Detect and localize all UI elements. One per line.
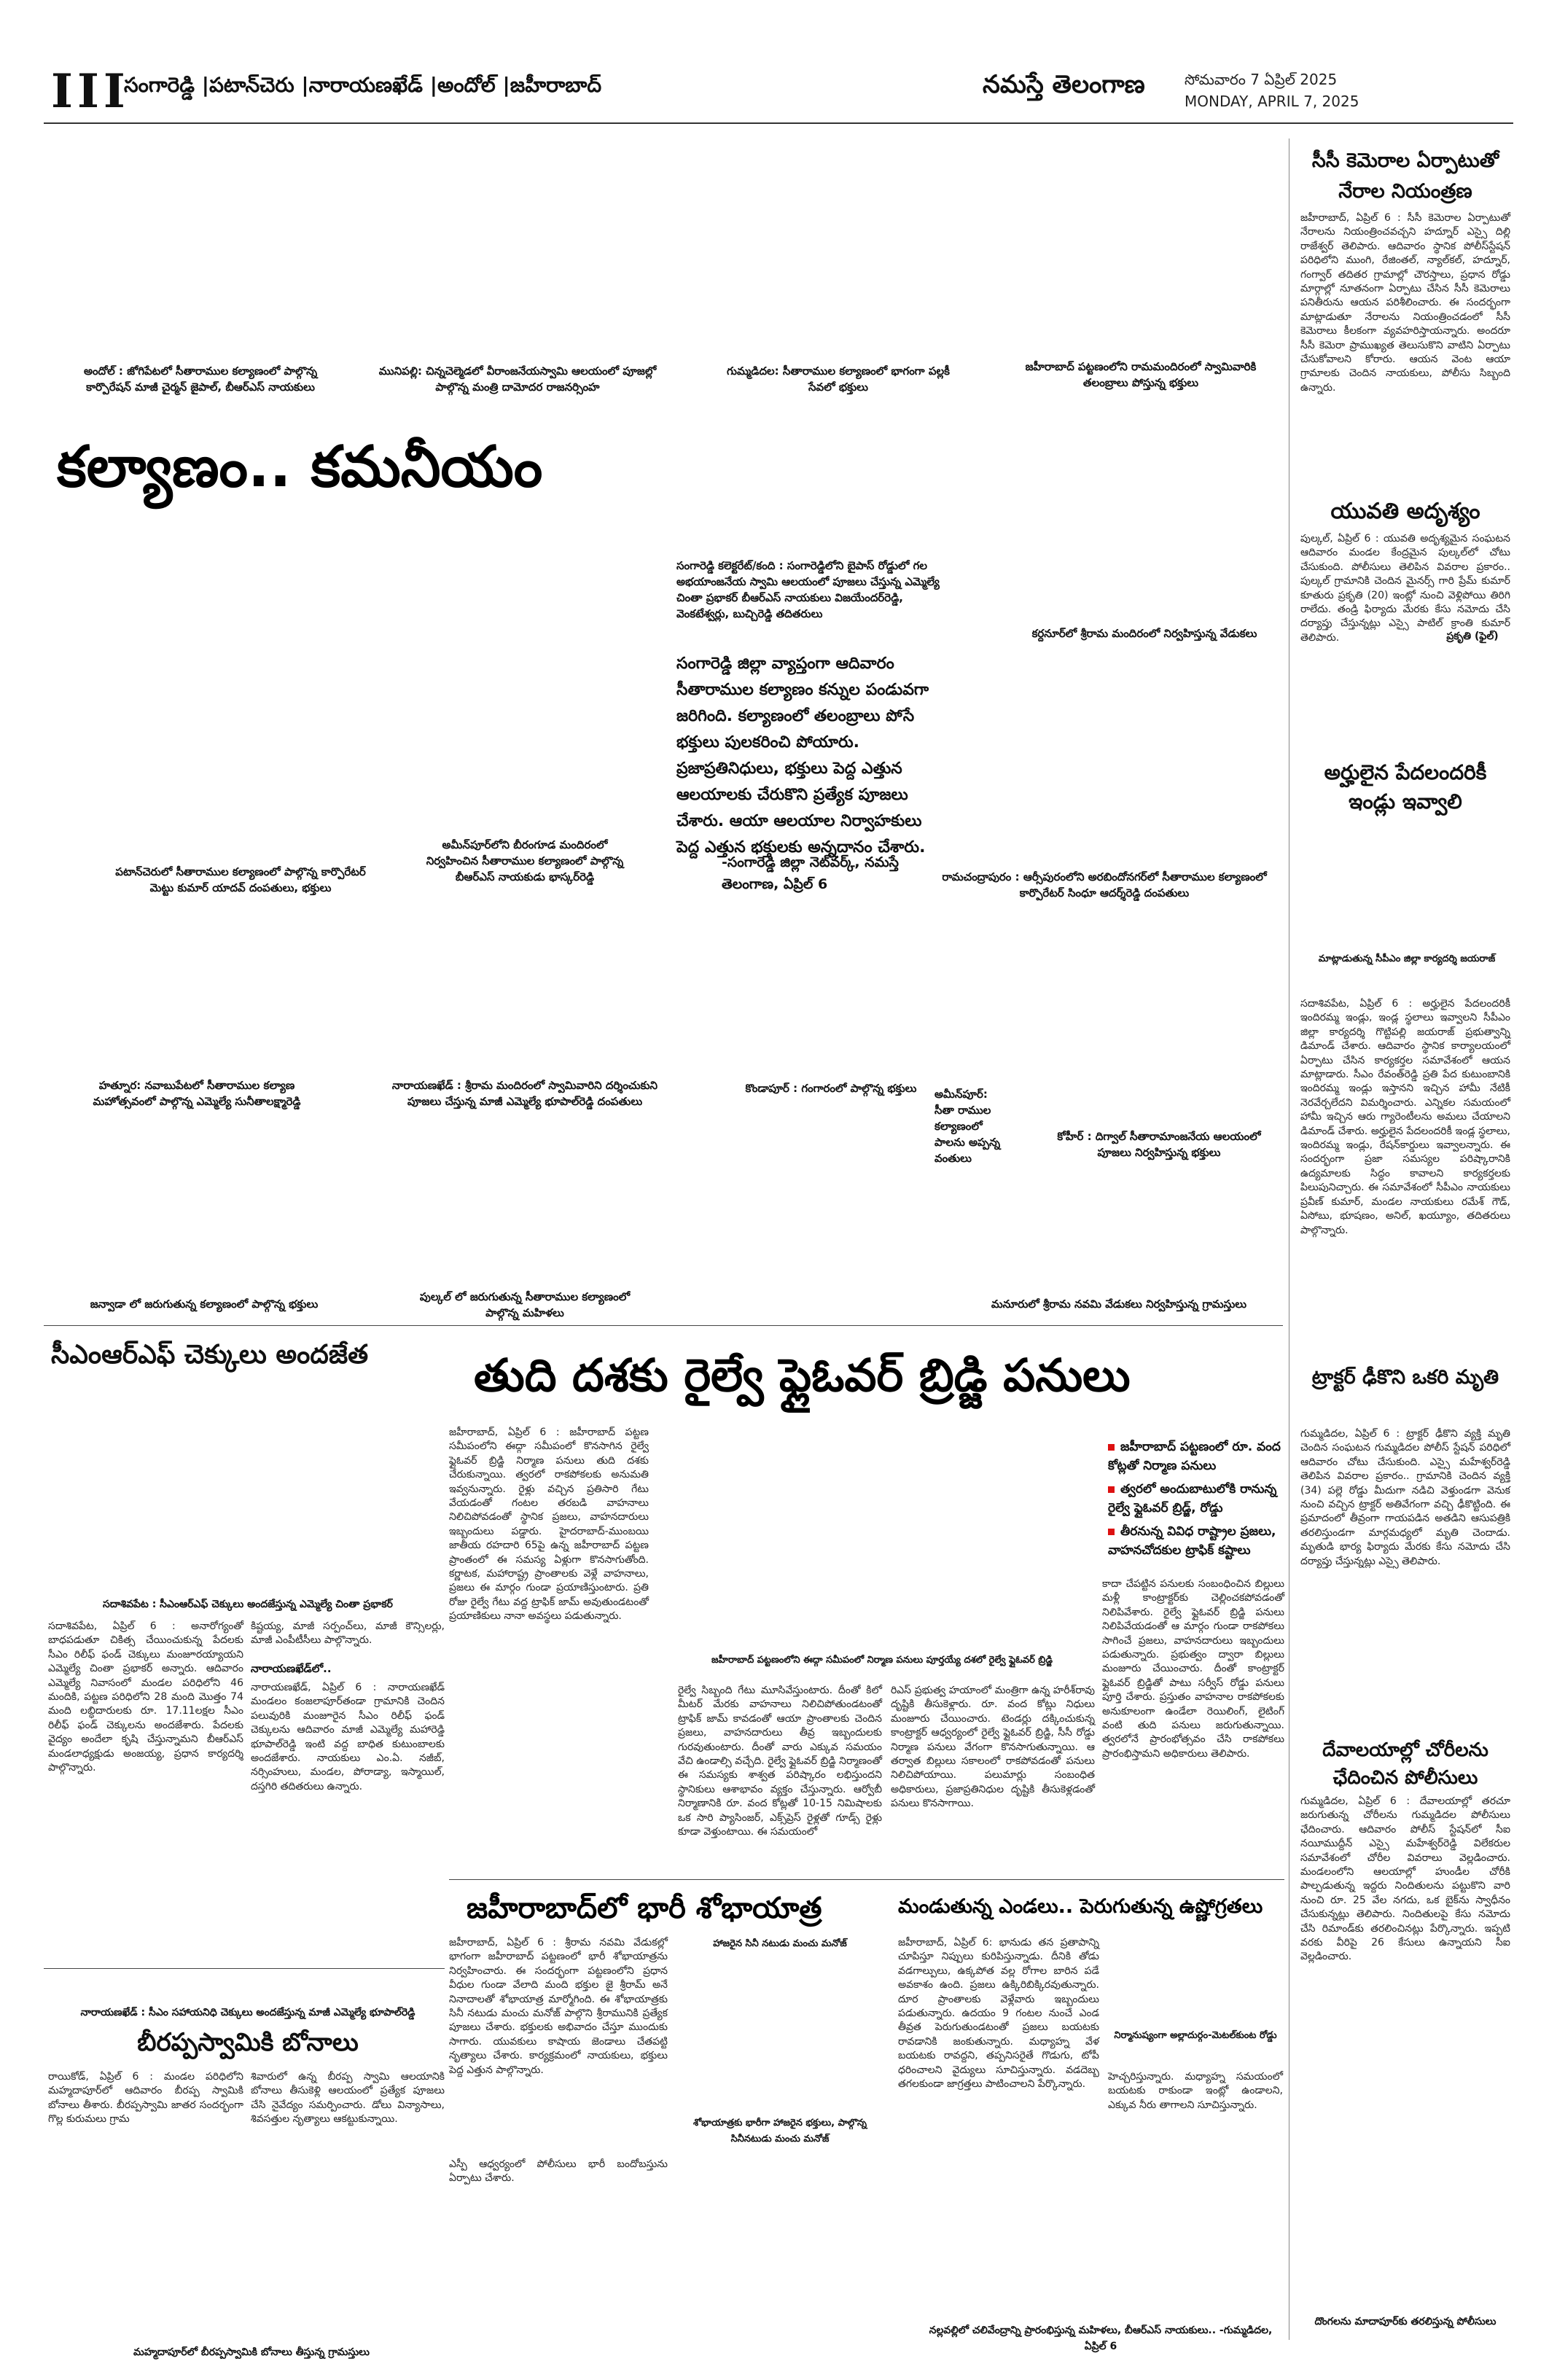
photo-caption: పుల్కల్ లో జరుగుతున్న సీతారాముల కల్యాణంలో పాల్గొన్న మహిళలు (419, 1290, 631, 1319)
photo-caption: హత్నూర: నవాబుపేటలో సీతారాముల కల్యాణ మహోత్సవంలో పాల్గొన్న ఎమ్మెల్యే సునీతాలక్ష్మారెడ్డి (93, 1079, 301, 1108)
cctv-headline: సీసీ కెమెరాల ఏర్పాటుతో నేరాల నియంత్రణ (1311, 149, 1499, 203)
photo-caption: శోభాయాత్రకు భారీగా హాజరైన భక్తులు, పాల్గొన్న సినీనటుడు మంచు మనోజ్ (692, 2118, 867, 2145)
flyover-headline: తుది దశకు రైల్వే ఫ్లైఓవర్ బ్రిడ్జి పనులు (474, 1349, 1131, 1402)
photo-caption: మహ్మదాపూర్‌లో బీరప్పస్వామికి బోనాలు తీస్తున్న గ్రామస్తులు (133, 2346, 370, 2358)
cmrf-article-continued: కిష్టయ్య, మాజీ సర్పంచ్‌లు, మాజీ కౌన్సిలర్లు, మాజీ ఎంపీటీసీలు పాల్గొన్నారు. (251, 1620, 445, 1647)
highlight-item: జహీరాబాద్ పట్టణంలో రూ. వంద కోట్లతో నిర్మాణ పనులు (1108, 1440, 1281, 1473)
newspaper-name: నమస్తే తెలంగాణ (983, 70, 1145, 99)
photo-caption: కొండాపూర్ : గంగారంలో పాల్గొన్న భక్తులు (745, 1082, 917, 1095)
missing-headline: యువతి అదృశ్యం (1330, 499, 1480, 524)
section-rule (44, 1325, 1283, 1326)
heat-article-continued: హెచ్చరిస్తున్నారు. మధ్యాహ్న సమయంలో బయటకు రాకుండా ఇంట్లో ఉండాలని, ఎక్కువ నీరు తాగాలని సూచిస్తున్నారు. (1108, 2071, 1283, 2111)
cmrf-headline: సీఎంఆర్ఎఫ్ చెక్కులు అందజేత (51, 1340, 369, 1370)
theft-headline: దేవాలయాల్లో చోరీలను ఛేదించిన పోలీసులు (1322, 1739, 1488, 1789)
heat-article: జహీరాబాద్, ఏప్రిల్ 6: భానుడు తన ప్రతాపాన్ని చూపిస్తూ నిప్పులు కురిపిస్తున్నాడు. దీనికి తోడు వడగాల్పులు, ఉక్కపోత వల్ల రోగాల బారిన పడే అవకాశం ఉంది. ప్రజలు ఉక్కిరిబిక్కిరవుతున్నారు. దూర ప్రాంతాలకు వెళ్లేవారు ఇబ్బందులు పడుతున్నారు. ఉదయం 9 గంటల నుంచే ఎండ తీవ్రత పెరుగుతుండటంతో ప్రజలు బయటకు రావడానికి జంకుతున్నారు. మధ్యాహ్న వేళ బయటకు రావద్దని, తప్పనిసరైతే గొడుగు, టోపీ ధరించాలని వైద్యులు సూచిస్తున్నారు. వడదెబ్బ తగలకుండా జాగ్రత్తలు పాటించాలని పేర్కొన్నారు. (898, 1937, 1099, 2091)
houses-article: సదాశివపేట, ఏప్రిల్ 6 : అర్హులైన పేదలందరికీ ఇందిరమ్మ ఇండ్లు, ఇండ్ల స్థలాలు ఇవ్వాలని సీపీఎం జిల్లా కార్యదర్శి గొట్టిపల్లి జయరాజ్ ప్రభుత్వాన్ని డిమాండ్ చేశారు. ఆదివారం స్థానిక కార్యాలయంలో ఏర్పాటు చేసిన కార్యకర్తల సమావేశంలో ఆయన మాట్లాడారు. సీఎం రేవంత్‌రెడ్డి ప్రతి పేద కుటుంబానికి ఇందిరమ్మ ఇండ్లు ఇస్తానని ఇచ్చిన హామీ నేటికీ నెరవేర్చలేదని విమర్శించారు. ఎన్నికల సమయంలో హామీ ఇచ్చిన ఆరు గ్యారెంటీలను అమలు చేయాలని డిమాండ్ చేశారు. అర్హులైన పేదలందరికీ ఇండ్ల స్థలాలు, ఇందిరమ్మ ఇండ్లు, రేషన్‌కార్డులు ఇవ్వాలన్నారు. ఈ సందర్భంగా ప్రజా సమస్యల పరిష్కారానికి ఉద్యమాలకు సిద్ధం కావాలని కార్యకర్తలకు పిలుపునిచ్చారు. ఈ సమావేశంలో సీపీఎం నాయకులు ప్రవీణ్ కుమార్, మండల నాయకులు రమేశ్ గౌడ్, ఏసోబు, భూషణం, అనిల్, ఖయ్యూం, తదితరులు పాల్గొన్నారు. (1300, 998, 1510, 1236)
section-locations: సంగారెడ్డి |పటాన్‌చెరు |నారాయణఖేడ్ |అందోల్ |జహీరాబాద్ (124, 73, 602, 97)
flyover-article-col2: రైల్వే సిబ్బంది గేటు మూసివేస్తుంటారు. దీంతో కిలో మీటర్ మేరకు వాహనాలు నిలిచిపోతుండటంతో ట్రాఫిక్ జామ్ కావడంతో ఆయా ప్రాంతాలకు చెందిన ప్రజలు, వాహనదారులు తీవ్ర ఇబ్బందులకు గురవుతుంటారు. దీంతో వారు ఎక్కువ సమయం వేచి ఉండాల్సి వచ్చేది. రైల్వే ఫ్లైఓవర్ బ్రిడ్జి నిర్మాణంతో ఈ సమస్యకు శాశ్వత పరిష్కారం లభిస్తుందని స్థానికులు ఆశాభావం వ్యక్తం చేస్తున్నారు. ఆర్వోబీ నిర్మాణానికి రూ. వంద కోట్లతో 10-15 నిమిషాలకు ఒక సారి ప్యాసింజర్, ఎక్స్‌ప్రెస్ రైళ్లతో గూడ్స్ రైళ్లు కూడా వెళ్తుంటాయి. ఈ సమయంలో (678, 1685, 882, 1838)
issue-date-telugu: సోమవారం 7 ఏప్రిల్ 2025 (1185, 71, 1338, 88)
flyover-article-col3: రిఎస్ ప్రభుత్వ హయాంలో మంత్రిగా ఉన్న హరీశ్‌రావు దృష్టికి తీసుకెళ్లారు. రూ. వంద కోట్లు నిధులు మంజూరు చేయించారు. టెండర్లు దక్కించుకున్న కాంట్రాక్టర్ ఆధ్వర్యంలో రైల్వే ఫ్లైఓవర్ బ్రిడ్జి, సీసీ రోడ్డు నిర్మాణ పనులు వేగంగా కొనసాగుతున్నాయి. ఆ తర్వాత బిల్లులు సకాలంలో రాకపోవడంతో పనులు నిలిచిపోయాయి. పలుమార్లు సంబంధిత అధికారులు, ప్రజాప్రతినిధుల దృష్టికి తీసుకెళ్లడంతో పనులు కొనసాగాయి. (891, 1685, 1095, 1810)
cmrf-narayankhed-article: నారాయణఖేడ్, ఏప్రిల్ 6 : నారాయణఖేడ్ మండలం కంజలాపూర్‌తండా గ్రామానికి చెందిన పలువురికి మంజూరైన సీఎం రిలీఫ్ ఫండ్ చెక్కులను ఆదివారం మాజీ ఎమ్మెల్యే మహారెడ్డి భూపాల్‌రెడ్డి ఇంటి వద్ద బాధిత కుటుంబాలకు అందజేశారు. నాయకులు ఎం.ఏ. నజీబ్, నర్సింహులు, మండల, పోరాడ్యా, ఇస్మాయిల్, దస్తగిరి తదితరులు ఉన్నారు. (251, 1682, 445, 1792)
missing-article: పుల్కల్, ఏప్రిల్ 6 : యువతి అదృశ్యమైన సంఘటన ఆదివారం మండల కేంద్రమైన పుల్కల్‌లో చోటు చేసుకుంది. పోలీసులు తెలిపిన వివరాల ప్రకారం.. పుల్కల్ గ్రామానికి చెందిన మైనర్స్ గారి ప్రేమ్ కుమార్ కూతురు ప్రకృతి (20) ఇంట్లో నుంచి వెళ్లిపోయి తిరిగి రాలేదు. తండ్రి ఫిర్యాదు మేరకు కేసు నమోదు చేసి దర్యాప్తు చేస్తున్నట్లు ఎస్సై పాటిల్ క్రాంతి కుమార్ తెలిపారు. (1300, 533, 1510, 644)
photo-caption: జహీరాబాద్ పట్టణంలోని ఈద్గా సమీపంలో నిర్మాణ పనులు పూర్తయ్యే దశలో రైల్వే ఫ్లైఓవర్ బ్రిడ్జి (711, 1655, 1053, 1666)
highlight-item: తీరనున్న వివిధ రాష్ట్రాల ప్రజలు, వాహనచోదకుల ట్రాఫిక్ కష్టాలు (1108, 1524, 1276, 1558)
header-rule (44, 122, 1513, 124)
shobha-article: జహీరాబాద్, ఏప్రిల్ 6 : శ్రీరామ నవమి వేడుకల్లో భాగంగా జహీరాబాద్ పట్టణంలో భారీ శోభాయాత్రను నిర్వహించారు. ఈ సందర్భంగా పట్టణంలోని ప్రధాన వీధుల గుండా వేలాది మంది భక్తుల జై శ్రీరామ్ అనే నినాదాలతో శోభాయాత్ర మార్మోగింది. ఈ శోభాయాత్రకు సినీ నటుడు మంచు మనోజ్ పాల్గొని శ్రీరామునికి ప్రత్యేక పూజలు చేశారు. భక్తులకు అభివాదం చేస్తూ ముందుకు సాగారు. యువకులు కాషాయ జెండాలు చేతపట్టి నృత్యాలు చేశారు. కార్యక్రమంలో నాయకులు, భక్తులు పెద్ద ఎత్తున పాల్గొన్నారు. (449, 1937, 668, 2076)
photo-caption: నిర్మానుష్యంగా అల్లాదుర్గం-మెటల్‌కుంట రోడ్డు (1114, 2030, 1277, 2041)
shobha-article-continued: ఎస్పీ ఆధ్వర్యంలో పోలీసులు భారీ బందోబస్తును ఏర్పాటు చేశారు. (449, 2158, 668, 2185)
issue-date-english: MONDAY, APRIL 7, 2025 (1185, 93, 1359, 110)
flyover-article-col4: కాదా చేపట్టిన పనులకు సంబంధించిన బిల్లులు మళ్లీ కాంట్రాక్టర్‌కు చెల్లించకపోవడంతో నిలిపివేశారు. రైల్వే ఫ్లైఓవర్ బ్రిడ్జి పనులు నిలిపివేయడంతో ఆ మార్గం గుండా రాకపోకలు సాగించే ప్రజలు, వాహనదారులు ఇబ్బందులు పడుతున్నారు. ప్రభుత్వం ద్వారా బిల్లులు మంజూరు చేయించారు. దీంతో కాంట్రాక్టర్ ఫ్లైఓవర్ బ్రిడ్జితో పాటు సర్వీస్ రోడ్డు పనులు పూర్తి చేశారు. ప్రస్తుతం వాహనాల రాకపోకలకు అనుకూలంగా ఉండేలా రెయిలింగ్, లైటింగ్ వంటి తుది పనులు జరుగుతున్నాయి. త్వరలోనే ప్రారంభోత్సవం చేసి రాకపోకలు ప్రారంభిస్తామని అధికారులు తెలిపారు. (1102, 1578, 1284, 1760)
photo-caption: సంగారెడ్డి కలెక్టరేట్/కంది : సంగారెడ్డిలోని బైపాస్ రోడ్డులో గల అభయాంజనేయ స్వామి ఆలయంలో పూజలు చేస్తున్న ఎమ్మెల్యే చింతా ప్రభాకర్ బీఆర్ఎస్ నాయకులు విజయేందర్‌రెడ్డి, వెంకటేశ్వర్లు, బుచ్చిరెడ్డి తదితరులు (676, 559, 940, 620)
tractor-article: గుమ్మడిదల, ఏప్రిల్ 6 : ట్రాక్టర్ ఢీకొని వ్యక్తి మృతి చెందిన సంఘటన గుమ్మడిదల పోలీస్ స్టేషన్ పరిధిలో ఆదివారం చోటు చేసుకుంది. ఎస్సై మహేశ్వర్‌రెడ్డి తెలిపిన వివరాల ప్రకారం.. గ్రామానికి చెందిన వ్యక్తి (34) పల్లె రోడ్డు మీదుగా నడిచి వెళ్తుండగా వెనుక నుంచి వచ్చిన ట్రాక్టర్ అతివేగంగా వచ్చి ఢీకొట్టింది. ఈ ప్రమాదంలో తీవ్రంగా గాయపడిన అతడిని ఆసుపత్రికి తరలిస్తుండగా మార్గమధ్యలో మృతి చెందాడు. మృతుడి భార్య ఫిర్యాదు మేరకు కేసు నమోదు చేసి దర్యాప్తు చేస్తున్నట్లు ఎస్సై తెలిపారు. (1300, 1428, 1510, 1567)
photo-caption: జన్వాడా లో జరుగుతున్న కల్యాణంలో పాల్గొన్న భక్తులు (90, 1298, 319, 1311)
cctv-article: జహీరాబాద్, ఏప్రిల్ 6 : సీసీ కెమెరాల ఏర్పాటుతో నేరాలను నియంత్రించవచ్చని హద్నూర్ ఎస్సై దిల్లి రాజేశ్వర్ తెలిపారు. ఆదివారం స్థానిక పోలీస్‌స్టేషన్ పరిధిలోని ముంగి, రేజింతల్, న్యాల్‌కల్, హద్నూర్, గంగ్వార్ తదితర గ్రామాల్లో చౌరస్తాలు, ప్రధాన రోడ్డు మార్గాల్లో నూతనంగా ఏర్పాటు చేసిన సీసీ కెమెరాలు పనితీరును ఆయన పరిశీలించారు. ఈ సందర్భంగా మాట్లాడుతూ నేరాలను నియంత్రించడంలో సీసీ కెమెరాలు కీలకంగా వ్యవహరిస్తాయన్నారు. అందరూ సీసీ కెమెరా ప్రాముఖ్యత తెలుసుకొని వాటిని ఏర్పాటు చేసుకోవాలని కోరారు. ఆయన వెంట ఆయా గ్రామాలకు చెందిన నాయకులు, పోలీసు సిబ్బంది ఉన్నారు. (1300, 212, 1510, 394)
photo-caption: అందోల్ : జోగిపేటలో సీతారాముల కల్యాణంలో పాల్గొన్న కార్పొరేషన్ మాజీ చైర్మన్ జైపాల్, బీఆర్ఎస్ నాయకులు (83, 364, 318, 394)
photo-caption: జహీరాబాద్ పట్టణంలోని రామమందిరంలో స్వామివారికి తలంబ్రాలు పోస్తున్న భక్తులు (1025, 360, 1257, 389)
flyover-article: జహీరాబాద్, ఏప్రిల్ 6 : జహీరాబాద్ పట్టణ సమీపంలోని ఈద్గా సమీపంలో కొనసాగిన రైల్వే ఫ్లైఓవర్ బ్రిడ్జి నిర్మాణ పనులు తుది దశకు చేరుకున్నాయి. త్వరలో రాకపోకలకు అనుమతి ఇవ్వనున్నారు. రైళ్లు వచ్చిన ప్రతిసారి గేటు వేయడంతో గంటల తరబడి వాహనాలు నిలిచిపోవడంతో స్థానిక ప్రజలు, వాహనదారులు ఇబ్బందులు పడ్డారు. హైదరాబాద్-ముంబయి జాతీయ రహదారి 65పై ఉన్న జహీరాబాద్ పట్టణ ప్రాంతంలో ఈ సమస్య ఏళ్లుగా కొనసాగుతోంది. కర్ణాటక, మహారాష్ట్ర ప్రాంతాలకు వెళ్లే వాహనాలు, ప్రజలు ఈ మార్గం గుండా ప్రయాణిస్తుంటారు. ప్రతి రోజు రైల్వే గేటు వద్ద ట్రాఫిక్ జామ్ అవుతుండటంతో ప్రయాణికులు నానా అవస్థలు పడుతున్నారు. (449, 1427, 649, 1623)
kalyanam-lead-quote: సంగారెడ్డి జిల్లా వ్యాప్తంగా ఆదివారం సీతారాముల కల్యాణం కన్నుల పండువగా జరిగింది. కల్యాణంలో తలంబ్రాలు పోసే భక్తులు పులకరించి పోయారు. ప్రజాప్రతినిధులు, భక్తులు పెద్ద ఎత్తున ఆలయాలకు చేరుకొని ప్రత్యేక పూజలు చేశారు. ఆయా ఆలయాల నిర్వాహకులు పెద్ద ఎత్తున భక్తులకు అన్నదానం చేశారు. (676, 655, 929, 857)
kalyanam-headline: కల్యాణం.. కమనీయం (57, 434, 543, 500)
photo-caption: నల్లవల్లిలో చలివేంద్రాన్ని ప్రారంభిస్తున్న మహిళలు, బీఆర్ఎస్ నాయకులు.. -గుమ్మడిదల, ఏప్రిల్ 6 (929, 2325, 1273, 2352)
photo-caption: హాజరైన సినీ నటుడు మంచు మనోజ్ (713, 1938, 847, 1949)
photo-caption: నారాయణఖేడ్ : శ్రీరామ మందిరంలో స్వామివారిని దర్శించుకుని పూజలు చేస్తున్న మాజీ ఎమ్మెల్యే భూపాల్‌రెడ్డి దంపతులు (391, 1079, 658, 1108)
photo-caption: గుమ్మడిదల: సీతారాముల కల్యాణంలో భాగంగా పల్లకీ సేవలో భక్తులు (727, 364, 950, 394)
page-number: III (51, 64, 130, 119)
shobha-headline: జహీరాబాద్‌లో భారీ శోభాయాత్ర (467, 1892, 822, 1925)
photo-caption: మనూరులో శ్రీరామ నవమి వేడుకలు నిర్వహిస్తున్న గ్రామస్తులు (991, 1298, 1247, 1311)
photo-caption: కర్దనూర్‌లో శ్రీరామ మందిరంలో నిర్వహిస్తున్న వేడుకలు (1031, 627, 1257, 640)
theft-article: గుమ్మడిదల, ఏప్రిల్ 6 : దేవాలయాల్లో తరచూ జరుగుతున్న చోరీలను గుమ్మడిదల పోలీసులు ఛేదించారు. ఆదివారం పోలీస్ స్టేషన్‌లో సీఐ నయీముద్దీన్ ఎస్సై మహేశ్వర్‌రెడ్డి విలేకరుల సమావేశంలో చోరీల వివరాలు వెల్లడించారు. మండలంలోని ఆలయాల్లో హుండీల చోరీకి పాల్పడుతున్న ఇద్దరు నిందితులను పట్టుకొని వారి నుంచి రూ. 25 వేల నగదు, ఒక బైక్‌ను స్వాధీనం చేసుకున్నట్లు తెలిపారు. నిందితులపై కేసు నమోదు చేసి రిమాండ్‌కు తరలించినట్లు పేర్కొన్నారు. ఇప్పటి వరకు వీరిపై 26 కేసులు ఉన్నాయని సీఐ వెల్లడించారు. (1300, 1795, 1510, 1963)
highlight-item: త్వరలో అందుబాటులోకి రానున్న రైల్వే ఫ్లైఓవర్ బ్రిడ్జ్, రోడ్డు (1108, 1482, 1277, 1515)
beerappa-article-continued: శివారులో ఉన్న బీరప్ప స్వామి ఆలయానికి బోనాలు తీసుకెళ్లి ఆలయంలో ప్రత్యేక పూజలు చేసి నైవేద్యం సమర్పించారు. డోలు విన్యాసాలు, శివసత్తుల నృత్యాలు ఆకట్టుకున్నాయి. (251, 2071, 445, 2126)
issue-date (1185, 69, 1359, 112)
photo-caption: అమీన్‌పూర్: సీతా రాముల కల్యాణంలో పాలను అప్పన్న వంతులు (934, 1088, 1001, 1165)
photo-caption: దొంగలను మాదాపూర్‌కు తరలిస్తున్న పోలీసులు (1314, 2316, 1496, 2328)
photo-caption: అమీన్‌పూర్‌లోని బీరంగూడ మందిరంలో నిర్వహించిన సీతారాముల కల్యాణంలో పాల్గొన్న బీఆర్ఎస్ నాయకుడు భాస్కర్‌రెడ్డి (426, 838, 624, 883)
kalyanam-byline: -సంగారెడ్డి జిల్లా నెట్‌వర్క్, నమస్తే తెలంగాణ, ఏప్రిల్ 6 (722, 854, 900, 892)
section-rule (44, 1968, 445, 1969)
beerappa-article: రాయికోడ్, ఏప్రిల్ 6 : మండల పరిధిలోని మహ్మదాపూర్‌లో ఆదివారం బీరప్ప స్వామికి బోనాలు తీశారు. బీరప్పస్వామి జాతర సందర్భంగా గొల్ల కురుమలు గ్రామ (48, 2071, 243, 2126)
section-rule (449, 1879, 1284, 1880)
cmrf-article: సదాశివపేట, ఏప్రిల్ 6 : అనారోగ్యంతో బాధపడుతూ చికిత్స చేయించుకున్న పేదలకు సీఎం రిలీఫ్ ఫండ్ చెక్కులు మంజూరయ్యాయని ఎమ్మెల్యే చింతా ప్రభాకర్ అన్నారు. ఆదివారం ఎమ్మెల్యే నివాసంలో మండల పరిధిలోని 46 మందికి, పట్టణ పరిధిలోని 28 మంది మొత్తం 74 మంది లబ్ధిదారులకు రూ. 17.11లక్షల సీఎం రిలీఫ్ ఫండ్ చెక్కులను అందజేశారు. పేదలకు వైద్యం అందేలా కృషి చేస్తున్నామని బీఆర్ఎస్ మండలాధ్యక్షుడు అంజయ్య, ప్రధాన కార్యదర్శి పాల్గొన్నారు. (48, 1620, 243, 1774)
flyover-highlights (1108, 1437, 1283, 1560)
photo-caption: రామచంద్రాపురం : ఆర్సీపురంలోని అరబిందోనగర్‌లో సీతారాముల కల్యాణంలో కార్పొరేటర్ సింధూ ఆదర్శ్‌రెడ్డి దంపతులు (942, 870, 1267, 900)
photo-caption: మాట్లాడుతున్న సీపీఎం జిల్లా కార్యదర్శి జయరాజ్ (1318, 953, 1496, 964)
photo-caption: మునిపల్లి: చిన్నచెల్మెడలో వీరాంజనేయస్వామి ఆలయంలో పూజల్లో పాల్గొన్న మంత్రి దామోదర రాజనర్సింహ (378, 364, 657, 394)
photo-caption: నారాయణఖేడ్ : సీఎం సహాయనిధి చెక్కులు అందజేస్తున్న మాజీ ఎమ్మెల్యే భూపాల్‌రెడ్డి (80, 2007, 415, 2018)
houses-headline: అర్హులైన పేదలందరికీ ఇండ్లు ఇవ్వాలి (1324, 760, 1487, 814)
photo-caption: కోహీర్ : దిగ్వాల్ సీతారామాంజనేయ ఆలయంలో పూజలు నిర్వహిస్తున్న భక్తులు (1057, 1130, 1261, 1159)
beerappa-headline: బీరప్పస్వామికి బోనాలు (137, 2028, 359, 2057)
photo-caption: పటాన్‌చెరులో సీతారాముల కల్యాణంలో పాల్గొన్న కార్పొరేటర్ మెట్టు కుమార్ యాదవ్ దంపతులు, భక్తులు (115, 865, 366, 894)
heat-headline: మండుతున్న ఎండలు.. పెరుగుతున్న ఉష్ణోగ్రతలు (898, 1895, 1263, 1918)
tractor-headline: ట్రాక్టర్ ఢీకొని ఒకరి మృతి (1311, 1366, 1499, 1389)
photo-caption: ప్రకృతి (ఫైల్) (1446, 631, 1499, 642)
cmrf-subheading: నారాయణఖేడ్‌లో.. (251, 1662, 332, 1675)
photo-caption: సదాశివపేట : సీఎంఆర్ఎఫ్ చెక్కులు అందజేస్తున్న ఎమ్మెల్యే చింతా ప్రభాకర్ (103, 1599, 393, 1610)
